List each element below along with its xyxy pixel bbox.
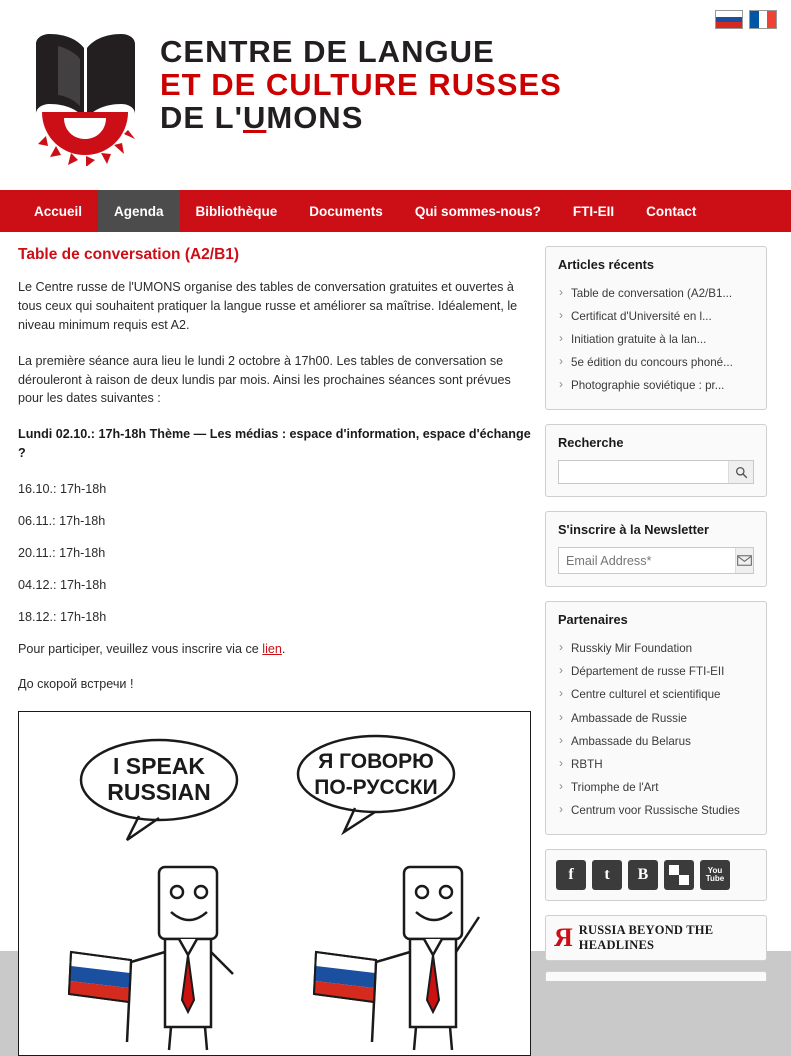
sidebar xyxy=(545,246,767,1056)
partners-widget xyxy=(545,601,767,835)
registration-paragraph xyxy=(18,640,531,659)
title-line-3-pre: DE L' xyxy=(160,99,243,135)
search-button[interactable] xyxy=(728,461,753,483)
list-item[interactable]: › Photographie soviétique : pr... xyxy=(558,374,754,397)
page-title: Table de conversation (A2/B1) xyxy=(18,246,240,263)
list-item[interactable]: › Initiation gratuite à la lan... xyxy=(558,328,754,351)
list-item[interactable]: › Centre culturel et scientifique xyxy=(558,683,754,706)
nav-item-fti-eii[interactable]: FTI-EII xyxy=(572,203,615,219)
rbth-banner[interactable] xyxy=(545,915,767,961)
bubble-right-line-1: Я ГОВОРЮ xyxy=(318,750,434,774)
title-line-2: ET DE CULTURE RUSSES xyxy=(160,66,562,102)
twitter-icon[interactable]: t xyxy=(592,860,622,890)
delicious-squares-icon xyxy=(668,864,690,886)
delicious-icon[interactable] xyxy=(664,860,694,890)
registration-text-pre: Pour participer, veuillez vous inscrire via ce xyxy=(18,641,263,656)
closing-paragraph: До скорой встречи ! xyxy=(18,677,134,692)
site-header xyxy=(0,0,791,190)
list-item[interactable]: › Ambassade du Belarus xyxy=(558,730,754,753)
illustration-image xyxy=(18,711,531,1056)
recent-posts-list xyxy=(558,282,754,397)
search-title: Recherche xyxy=(558,435,624,451)
newsletter-form xyxy=(558,547,754,574)
open-book-logo-icon xyxy=(28,26,143,166)
nav-item-agenda[interactable]: Agenda xyxy=(98,190,180,232)
bubble-left-line-1: I SPEAK xyxy=(112,753,206,780)
facebook-icon[interactable]: f xyxy=(556,860,586,890)
list-item[interactable]: › 5e édition du concours phoné... xyxy=(558,351,754,374)
russian-flag[interactable] xyxy=(715,10,743,29)
nav-item-bibliotheque[interactable]: Bibliothèque xyxy=(195,203,278,219)
nav-item-contact[interactable]: Contact xyxy=(646,203,697,219)
schedule-paragraph: La première séance aura lieu le lundi 2 octobre à 17h00. Les tables de conversation se dérouleront à raison de deux lundis par mois. Ainsi les prochaines séances sont prévues pour les dates suivantes : xyxy=(18,353,511,406)
partners-list xyxy=(558,637,754,822)
bubble-left-line-2: RUSSIAN xyxy=(107,779,211,806)
title-line-3-post: MONS xyxy=(266,99,364,135)
social-widget xyxy=(545,849,767,901)
session-date-1: 16.10.: 17h-18h xyxy=(18,482,107,497)
character-right xyxy=(314,867,479,1050)
nav-item-qui-sommes-nous[interactable]: Qui sommes-nous? xyxy=(414,203,541,219)
session-date-2: 06.11.: 17h-18h xyxy=(18,514,106,529)
two-characters-drawing xyxy=(19,712,530,1055)
newsletter-email-input[interactable] xyxy=(559,548,735,573)
main-navigation xyxy=(0,190,791,232)
language-switcher xyxy=(715,10,777,29)
youtube-icon[interactable] xyxy=(700,860,730,890)
session-date-5: 18.12.: 17h-18h xyxy=(18,609,107,624)
registration-link[interactable]: lien xyxy=(262,641,282,656)
intro-paragraph: Le Centre russe de l'UMONS organise des tables de conversation gratuites et ouvertes à tous ceux qui souhaitent pratiquer la langue russe et améliorer sa maîtrise. Idéalement, le niveau minimum requis est A2. xyxy=(18,280,518,332)
character-left xyxy=(69,867,233,1050)
youtube-label-you: You xyxy=(707,865,723,875)
list-item[interactable]: › RBTH xyxy=(558,753,754,776)
main-column xyxy=(0,246,545,1056)
partners-title: Partenaires xyxy=(558,612,628,628)
social-links xyxy=(556,858,756,892)
registration-text-post: . xyxy=(281,641,286,656)
next-widget-partial xyxy=(545,971,767,981)
site-logo[interactable] xyxy=(28,26,143,166)
title-line-3-underlined: U xyxy=(242,99,267,135)
title-line-1: CENTRE DE LANGUE xyxy=(160,34,495,69)
vk-icon[interactable]: B xyxy=(628,860,658,890)
list-item[interactable]: › Ambassade de Russie xyxy=(558,707,754,730)
list-item[interactable]: › Table de conversation (A2/B1... xyxy=(558,282,754,305)
nav-item-accueil[interactable]: Accueil xyxy=(34,203,83,219)
rbth-logo-icon: Я xyxy=(554,922,573,952)
title-line-3 xyxy=(160,99,562,135)
content-area xyxy=(0,232,791,1056)
session-date-4: 04.12.: 17h-18h xyxy=(18,577,107,592)
list-item[interactable]: › Département de russe FTI-EII xyxy=(558,660,754,683)
search-input[interactable] xyxy=(559,461,728,483)
recent-posts-widget xyxy=(545,246,767,410)
search-form xyxy=(558,460,754,484)
envelope-icon xyxy=(737,555,752,566)
list-item[interactable]: › Triomphe de l'Art xyxy=(558,776,754,799)
list-item[interactable]: › Centrum voor Russische Studies xyxy=(558,799,754,822)
nav-item-documents[interactable]: Documents xyxy=(309,203,383,219)
session-date-3: 20.11.: 17h-18h xyxy=(18,545,106,560)
search-icon xyxy=(735,466,748,479)
newsletter-submit-button[interactable] xyxy=(735,548,753,573)
list-item[interactable]: › Certificat d'Université en l... xyxy=(558,305,754,328)
search-widget xyxy=(545,424,767,497)
bubble-right-line-2: ПО-РУССКИ xyxy=(314,776,438,800)
list-item[interactable]: › Russkiy Mir Foundation xyxy=(558,637,754,660)
newsletter-widget xyxy=(545,511,767,587)
newsletter-title: S'inscrire à la Newsletter xyxy=(558,522,709,538)
recent-posts-title: Articles récents xyxy=(558,257,655,272)
rbth-banner-text: RUSSIA BEYOND THE HEADLINES xyxy=(578,922,714,952)
site-title xyxy=(160,36,562,135)
first-session-paragraph: Lundi 02.10.: 17h-18h Thème — Les médias : espace d'information, espace d'échange ? xyxy=(18,427,531,461)
youtube-label-tube: Tube xyxy=(705,873,725,883)
french-flag[interactable] xyxy=(749,10,777,29)
